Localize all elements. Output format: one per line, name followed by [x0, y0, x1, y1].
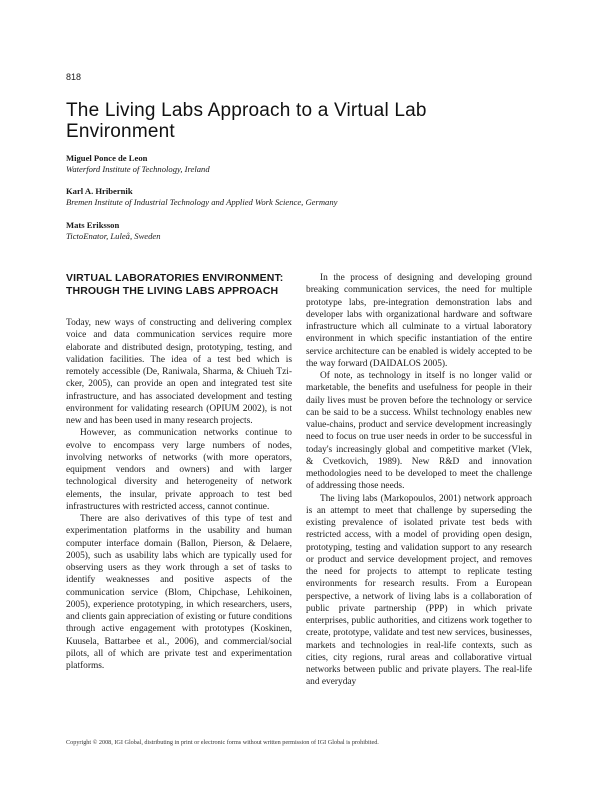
copyright-notice: Copyright © 2008, IGI Global, distributing in print or electronic forms without written permission of IGI Global is prohibited. — [66, 739, 379, 746]
section-heading: VIRTUAL LABORATORIES ENVIRONMENT: THROUGH THE LIVING LABS APPROACH — [66, 272, 284, 297]
author-name: Mats Eriksson — [66, 220, 120, 230]
body-paragraph: There are also derivatives of this type of test and experimentation platforms in the usability and human computer interface domain (Ballon, Pierson, & Delaere, 2005), such as usability labs which are typically used for observing users as they work through a set of tasks to identify weaknesses and positive aspects of the communication service (Blom, Chipchase, Lehikoinen, 2005), experience prototyping, in which researchers, users, and clients gain appreciation of existing or future conditions through active engagement with prototypes (Koskinen, Kuusela, Battarbee et al., 2006), and commercial/social pilots, all of which are private test and experimentation platforms. — [66, 514, 292, 671]
author-name: Karl A. Hribernik — [66, 186, 133, 196]
body-paragraph: In the process of designing and developing ground breaking communication services, the need for multiple prototype labs, pre-integration demonstration labs and developer labs with organizational hardware and software infrastructure which all culminate to a virtual laboratory environment in which specific instantiation of the entire service architecture can be enabled is widely accepted to be the way forward (DAIDALOS 2005). — [306, 273, 532, 369]
left-column — [66, 272, 292, 672]
body-paragraph: Of note, as technology in itself is no longer valid or marketable, the benefits and usefulness for people in their daily lives must be proven before the technology or service can be said to be a success. Whilst technology enables new value-chains, product and service development increasingly need to focus on true user needs in order to be successful in today's increasingly global and competitive market (Vlek, & Cvetkovich, 1989). New R&D and innovation methodologies need to be developed to meet the challenge of addressing those needs. — [306, 371, 532, 492]
author-affiliation: TictoEnator, Luleå, Sweden — [66, 231, 161, 241]
body-paragraph: The living labs (Markopoulos, 2001) network approach is an attempt to meet that challenge by superseding the existing prevalence of isolated private test beds with restricted access, with a model of providing open design, prototyping, testing and validation support to any research or product and service development project, and removes the need for projects to attempt to replicate testing environments for research results. From a European perspective, a network of living labs is a collaboration of public private partnership (PPP) in which private enterprises, public authorities, and citizens work together to create, prototype, validate and test new services, businesses, markets and technologies in real-life contexts, such as cities, city regions, rural areas and collaborative virtual networks between public and private players. The real-life and everyday — [306, 493, 532, 688]
right-column — [306, 272, 532, 689]
author-block — [66, 153, 536, 175]
page-number: 818 — [66, 72, 82, 82]
author-affiliation: Waterford Institute of Technology, Ireland — [66, 164, 210, 174]
author-affiliation: Bremen Institute of Industrial Technology and Applied Work Science, Germany — [66, 197, 338, 207]
article-title: The Living Labs Approach to a Virtual Lab Environment — [66, 100, 427, 142]
body-paragraph: Today, new ways of constructing and delivering complex voice and data communication services require more elaborate and distributed design, prototyping, testing, and validation facilities. The idea of a test bed which is remotely accessible (De, Raniwala, Sharma, & Chiueh Tzi-cker, 2005), can provide an open and integrated test site infrastructure, and has associated development and testing environment for validating research (OPIUM 2002), is not new and has been used in many research projects. — [66, 318, 292, 426]
body-paragraph: However, as communication networks continue to evolve to encompass very large numbers of nodes, involving networks of networks (with more operators, equipment vendors and owners) and with larger technological diversity and heterogeneity of network elements, the insular, private approach to test bed infrastructures with restricted access, cannot continue. — [66, 428, 292, 512]
author-block — [66, 186, 536, 208]
author-block — [66, 220, 536, 242]
author-name: Miguel Ponce de Leon — [66, 153, 148, 163]
